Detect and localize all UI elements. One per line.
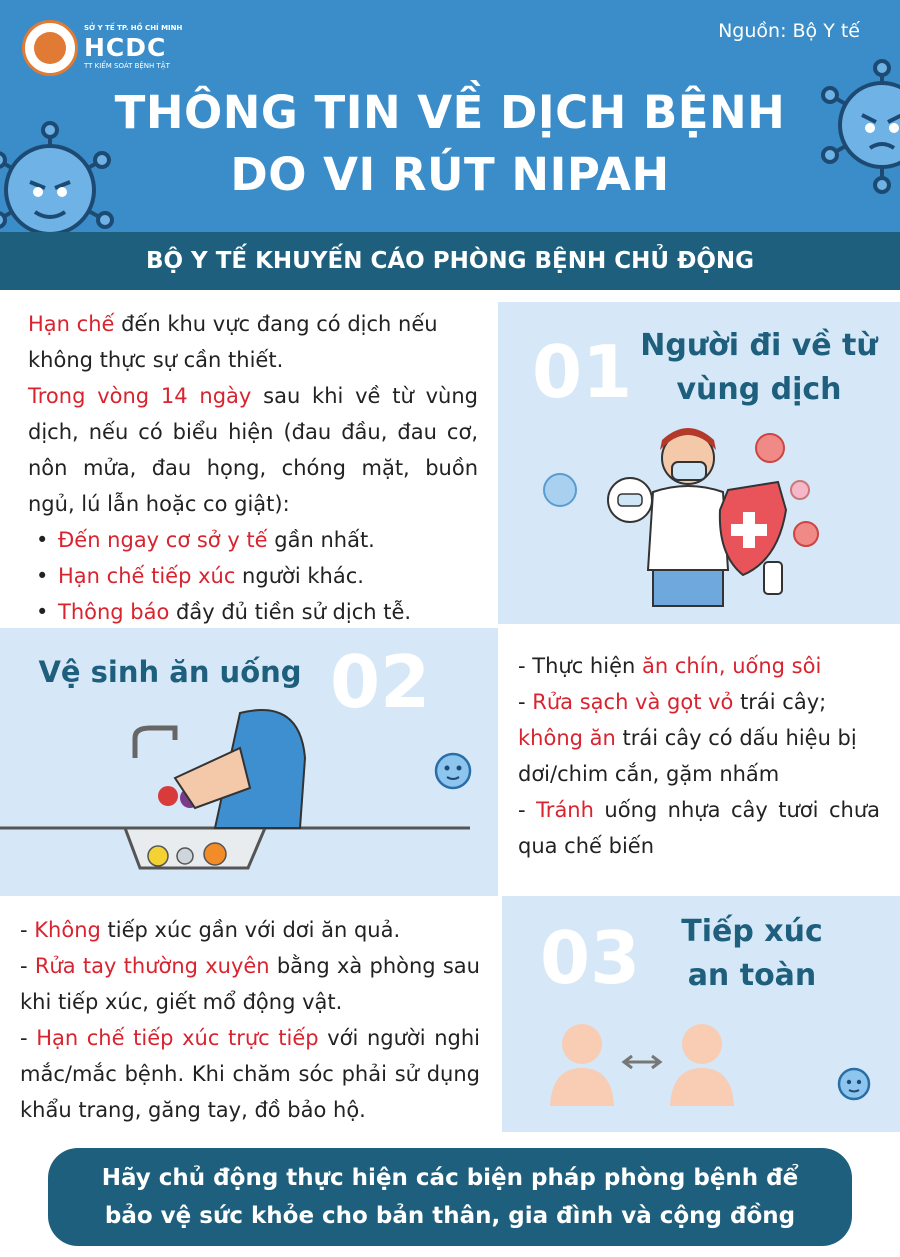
bullet-highlight: Thông báo bbox=[58, 600, 170, 624]
source-label: Nguồn: Bộ Y tế bbox=[718, 20, 860, 42]
title-line-1: THÔNG TIN VỀ DỊCH BỆNH bbox=[114, 86, 786, 139]
social-distance-people-icon bbox=[542, 1016, 742, 1106]
line-highlight: không ăn bbox=[518, 726, 616, 750]
line-prefix: - bbox=[20, 954, 35, 978]
line-highlight: ăn chín, uống sôi bbox=[641, 654, 822, 678]
section2-line-2 bbox=[518, 684, 880, 720]
section3-line-1 bbox=[20, 912, 480, 948]
line-text: trái cây; bbox=[733, 690, 827, 714]
section2-text bbox=[518, 648, 880, 864]
section2-line-4 bbox=[518, 792, 880, 864]
title-line-2: DO VI RÚT NIPAH bbox=[230, 148, 670, 201]
washing-fruit-sink-icon bbox=[0, 718, 480, 888]
hcdc-logo bbox=[22, 20, 182, 76]
section3-text bbox=[20, 912, 480, 1128]
section3-heading-line-1: Tiếp xúc bbox=[681, 914, 823, 949]
section1-paragraph-1 bbox=[28, 306, 478, 378]
bullet-text: người khác. bbox=[235, 564, 364, 588]
bullet-highlight: Đến ngay cơ sở y tế bbox=[58, 528, 268, 552]
section3-panel bbox=[502, 896, 900, 1132]
line-text: tiếp xúc gần với dơi ăn quả. bbox=[100, 918, 401, 942]
line-text: với người nghi mắc/mắc bệnh. Khi chăm sóc phải sử dụng khẩu trang, găng tay, đồ bảo hộ. bbox=[20, 1026, 480, 1122]
line-prefix: - Thực hiện bbox=[518, 654, 642, 678]
line-prefix: - bbox=[518, 690, 533, 714]
list-item bbox=[28, 594, 478, 630]
virus-small-icon bbox=[428, 746, 478, 796]
bullet-highlight: Hạn chế tiếp xúc bbox=[58, 564, 236, 588]
logo-emblem-icon bbox=[22, 20, 78, 76]
section1-paragraph-2 bbox=[28, 378, 478, 522]
section2-line-1 bbox=[518, 648, 880, 684]
virus-small-icon bbox=[832, 1062, 876, 1106]
header-banner bbox=[0, 0, 900, 232]
line-highlight: Rửa tay thường xuyên bbox=[34, 954, 270, 978]
line-highlight: Không bbox=[34, 918, 101, 942]
section1-p1-text: đến khu vực đang có dịch nếu không thực sự cần thiết. bbox=[28, 312, 438, 372]
section2-line-3 bbox=[518, 720, 880, 792]
line-highlight: Rửa sạch và gọt vỏ bbox=[532, 690, 734, 714]
line-prefix: - bbox=[20, 1026, 37, 1050]
line-highlight: Tránh bbox=[536, 798, 594, 822]
section1-heading-line-1: Người đi về từ bbox=[640, 328, 878, 363]
page-title bbox=[0, 82, 900, 206]
section1-p2-text: sau khi về từ vùng dịch, nếu có biểu hiện (đau đầu, đau cơ, nôn mửa, đau họng, chóng mặt, buồn ngủ, lú lẫn hoặc co giật): bbox=[28, 384, 478, 516]
section1-heading bbox=[628, 324, 890, 412]
logo-sub-text: TT KIỂM SOÁT BỆNH TẬT bbox=[84, 62, 170, 70]
section3-heading bbox=[662, 910, 842, 998]
person-mask-shield-icon bbox=[538, 430, 858, 610]
section3-line-3 bbox=[20, 1020, 480, 1128]
footer-line-1: Hãy chủ động thực hiện các biện pháp phòng bệnh để bbox=[101, 1165, 799, 1191]
section1-text bbox=[28, 306, 478, 630]
line-highlight: Hạn chế tiếp xúc trực tiếp bbox=[36, 1026, 319, 1050]
bullet-text: đầy đủ tiền sử dịch tễ. bbox=[169, 600, 412, 624]
line-text: uống nhựa cây tươi chưa qua chế biến bbox=[518, 798, 880, 858]
logo-name: HCDC bbox=[84, 33, 167, 62]
subtitle-bar: BỘ Y TẾ KHUYẾN CÁO PHÒNG BỆNH CHỦ ĐỘNG bbox=[0, 232, 900, 290]
section2-heading: Vệ sinh ăn uống bbox=[38, 655, 302, 689]
section1-number: 01 bbox=[532, 330, 633, 414]
section1-panel bbox=[498, 302, 900, 624]
logo-small-text: SỞ Y TẾ TP. HỒ CHÍ MINH bbox=[84, 24, 183, 32]
footer-line-2: bảo vệ sức khỏe cho bản thân, gia đình và cộng đồng bbox=[104, 1203, 796, 1229]
section3-heading-line-2: an toàn bbox=[687, 958, 817, 993]
list-item bbox=[28, 522, 478, 558]
section2-panel bbox=[0, 628, 498, 896]
footer-banner bbox=[48, 1148, 852, 1246]
line-prefix: - bbox=[20, 918, 35, 942]
line-text: trái cây có dấu hiệu bị dơi/chim cắn, gặm nhấm bbox=[518, 726, 857, 786]
section1-bullet-list bbox=[28, 522, 478, 630]
section3-line-2 bbox=[20, 948, 480, 1020]
section3-number: 03 bbox=[540, 916, 641, 1000]
list-item bbox=[28, 558, 478, 594]
section1-p2-highlight: Trong vòng 14 ngày bbox=[28, 384, 252, 408]
bullet-text: gần nhất. bbox=[267, 528, 375, 552]
section1-p1-highlight: Hạn chế bbox=[28, 312, 115, 336]
section2-number: 02 bbox=[330, 640, 431, 724]
line-prefix: - bbox=[518, 798, 537, 822]
line-text: bằng xà phòng sau khi tiếp xúc, giết mổ động vật. bbox=[20, 954, 480, 1014]
section1-heading-line-2: vùng dịch bbox=[676, 372, 842, 407]
